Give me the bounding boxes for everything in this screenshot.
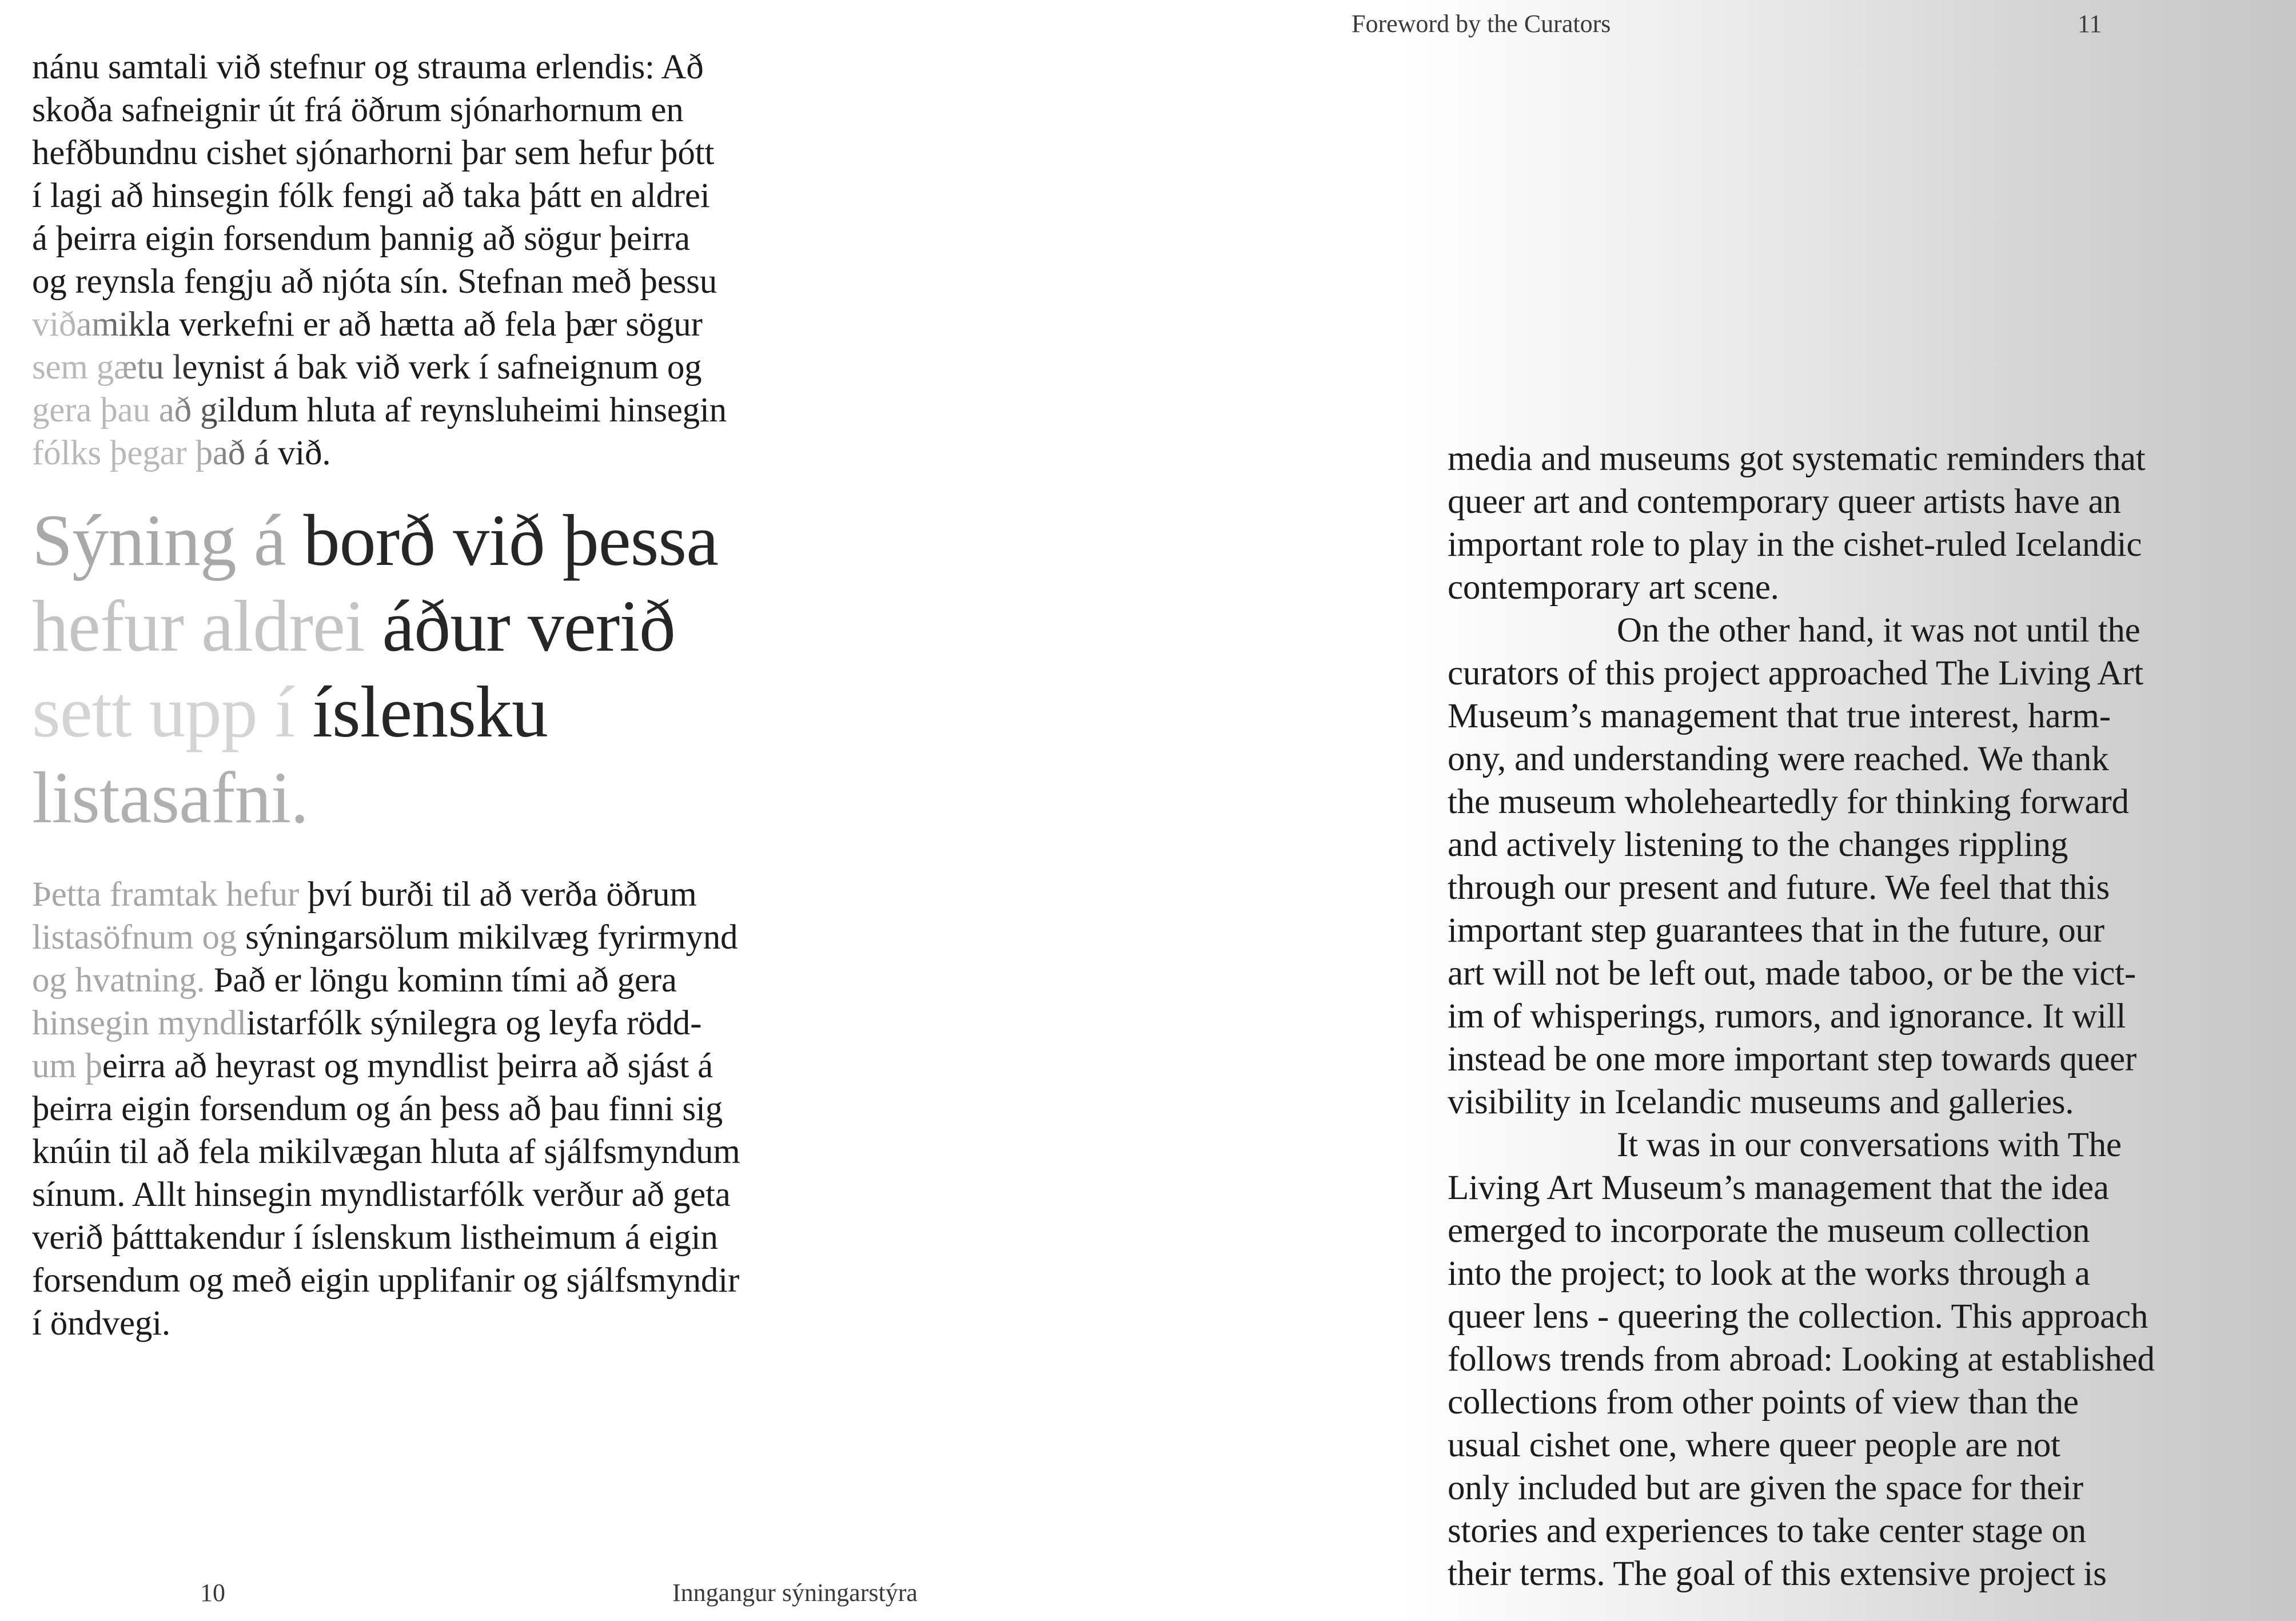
pull-quote-line bbox=[32, 583, 855, 669]
body-dark-text: verið þátttakendur í íslenskum listheimum á eigin bbox=[32, 1218, 718, 1257]
right-body-paragraph bbox=[1448, 437, 2277, 1595]
intro-line: fólks þegar það á við. bbox=[32, 432, 855, 475]
right-body-line: visibility in Icelandic museums and galleries. bbox=[1448, 1083, 2074, 1121]
intro-line: í lagi að hinsegin fólk fengi að taka þátt en aldrei bbox=[32, 177, 710, 215]
body-line bbox=[32, 1173, 855, 1216]
right-body-line: instead be one more important step towards queer bbox=[1448, 1040, 2136, 1078]
pull-quote-line bbox=[32, 755, 855, 841]
body-dark-text: því burði til að verða öðrum bbox=[308, 875, 697, 914]
pull-quote-faded-text: listasafni. bbox=[32, 757, 309, 838]
right-body-line: only included but are given the space for their bbox=[1448, 1469, 2083, 1507]
intro-line: á þeirra eigin forsendum þannig að sögur þeirra bbox=[32, 220, 690, 258]
body-dark-text: eirra að heyrast og myndlist þeirra að sjást á bbox=[102, 1047, 713, 1085]
right-body-line: Museum’s management that true interest, harm- bbox=[1448, 697, 2111, 735]
right-running-title: Foreword by the Curators bbox=[1352, 10, 1611, 38]
right-body-line: important role to play in the cishet-ruled Icelandic bbox=[1448, 525, 2142, 564]
left-running-title: Inngangur sýningarstýra bbox=[672, 1579, 918, 1607]
right-body-line: stories and experiences to take center stage on bbox=[1448, 1512, 2086, 1550]
right-page-number: 11 bbox=[2078, 10, 2102, 38]
right-body-line: usual cishet one, where queer people are not bbox=[1448, 1426, 2060, 1464]
right-body-line: and actively listening to the changes rippling bbox=[1448, 826, 2068, 864]
right-body-line: Living Art Museum’s management that the idea bbox=[1448, 1169, 2109, 1207]
right-body-line: im of whisperings, rumors, and ignorance. It will bbox=[1448, 997, 2126, 1035]
right-body-line: follows trends from abroad: Looking at established bbox=[1448, 1340, 2155, 1379]
intro-line: skoða safneignir út frá öðrum sjónarhornum en bbox=[32, 91, 684, 129]
right-body-line: queer lens - queering the collection. This approach bbox=[1448, 1297, 2148, 1336]
intro-line: gera þau að gildum hluta af reynsluheimi hinsegin bbox=[32, 389, 855, 432]
pull-quote-faded-text: Sýning á bbox=[32, 500, 304, 581]
body-dark-text: sýningarsölum mikilvæg fyrirmynd bbox=[245, 918, 738, 957]
body-line bbox=[32, 959, 855, 1002]
right-body-line: their terms. The goal of this extensive project is bbox=[1448, 1555, 2107, 1593]
left-page-number: 10 bbox=[200, 1579, 225, 1607]
right-body-line: contemporary art scene. bbox=[1448, 568, 1779, 607]
pull-quote-faded-text: sett upp í bbox=[32, 671, 313, 752]
body-faded-text: hinsegin myndl bbox=[32, 1004, 247, 1042]
intro-line: hefðbundnu cishet sjónarhorni þar sem hefur þótt bbox=[32, 134, 715, 172]
left-intro-paragraph bbox=[32, 46, 855, 475]
right-body-line: the museum wholeheartedly for thinking forward bbox=[1448, 783, 2129, 821]
intro-line: viðamikla verkefni er að hætta að fela þær sögur bbox=[32, 303, 855, 346]
left-body-paragraph bbox=[32, 873, 855, 1345]
body-line bbox=[32, 1045, 855, 1088]
body-dark-text: sínum. Allt hinsegin myndlistarfólk verður að geta bbox=[32, 1176, 731, 1214]
pull-quote bbox=[32, 497, 855, 841]
right-body-line: ony, and understanding were reached. We thank bbox=[1448, 740, 2109, 778]
right-body-line: queer art and contemporary queer artists have an bbox=[1448, 483, 2121, 521]
right-body-line: It was in our conversations with The bbox=[1617, 1126, 2122, 1164]
right-body-line: important step guarantees that in the future, our bbox=[1448, 911, 2104, 950]
body-dark-text: Það er löngu kominn tími að gera bbox=[213, 961, 677, 999]
right-body-line: emerged to incorporate the museum collection bbox=[1448, 1212, 2090, 1250]
pull-quote-faded-text: hefur aldrei bbox=[32, 586, 382, 667]
body-faded-text: um þ bbox=[32, 1047, 102, 1085]
body-dark-text: í öndvegi. bbox=[32, 1304, 170, 1343]
body-faded-text: Þetta framtak hefur bbox=[32, 875, 308, 914]
body-dark-text: forsendum og með eigin upplifanir og sjálfsmyndir bbox=[32, 1261, 740, 1300]
body-line bbox=[32, 1002, 855, 1045]
body-line bbox=[32, 1259, 855, 1302]
body-line bbox=[32, 1088, 855, 1130]
right-body-line: media and museums got systematic reminders that bbox=[1448, 440, 2146, 478]
right-body-line: into the project; to look at the works through a bbox=[1448, 1254, 2090, 1293]
right-body-line: through our present and future. We feel that this bbox=[1448, 869, 2110, 907]
pull-quote-line bbox=[32, 669, 855, 755]
right-body-line: curators of this project approached The Living Art bbox=[1448, 654, 2143, 692]
intro-line: og reynsla fengju að njóta sín. Stefnan með þessu bbox=[32, 262, 718, 301]
intro-line: nánu samtali við stefnur og strauma erlendis: Að bbox=[32, 48, 704, 86]
body-line bbox=[32, 1302, 855, 1345]
right-body-line: collections from other points of view than the bbox=[1448, 1383, 2079, 1421]
right-body-line: On the other hand, it was not until the bbox=[1617, 611, 2140, 650]
body-line bbox=[32, 916, 855, 959]
intro-line: sem gætu leynist á bak við verk í safneignum og bbox=[32, 346, 855, 389]
pull-quote-dark-text: íslensku bbox=[312, 671, 548, 752]
body-dark-text: knúin til að fela mikilvægan hluta af sjálfsmyndum bbox=[32, 1133, 740, 1171]
pull-quote-dark-text: borð við þessa bbox=[303, 500, 718, 581]
body-faded-text: listasöfnum og bbox=[32, 918, 246, 957]
pull-quote-line bbox=[32, 497, 855, 583]
body-dark-text: istarfólk sýnilegra og leyfa rödd- bbox=[246, 1004, 702, 1042]
body-line bbox=[32, 1216, 855, 1259]
pull-quote-dark-text: áður verið bbox=[382, 586, 675, 667]
body-dark-text: þeirra eigin forsendum og án þess að þau finni sig bbox=[32, 1090, 723, 1128]
body-line bbox=[32, 1130, 855, 1173]
body-line bbox=[32, 873, 855, 916]
body-faded-text: og hvatning. bbox=[32, 961, 214, 999]
right-body-line: art will not be left out, made taboo, or be the vict- bbox=[1448, 954, 2136, 993]
